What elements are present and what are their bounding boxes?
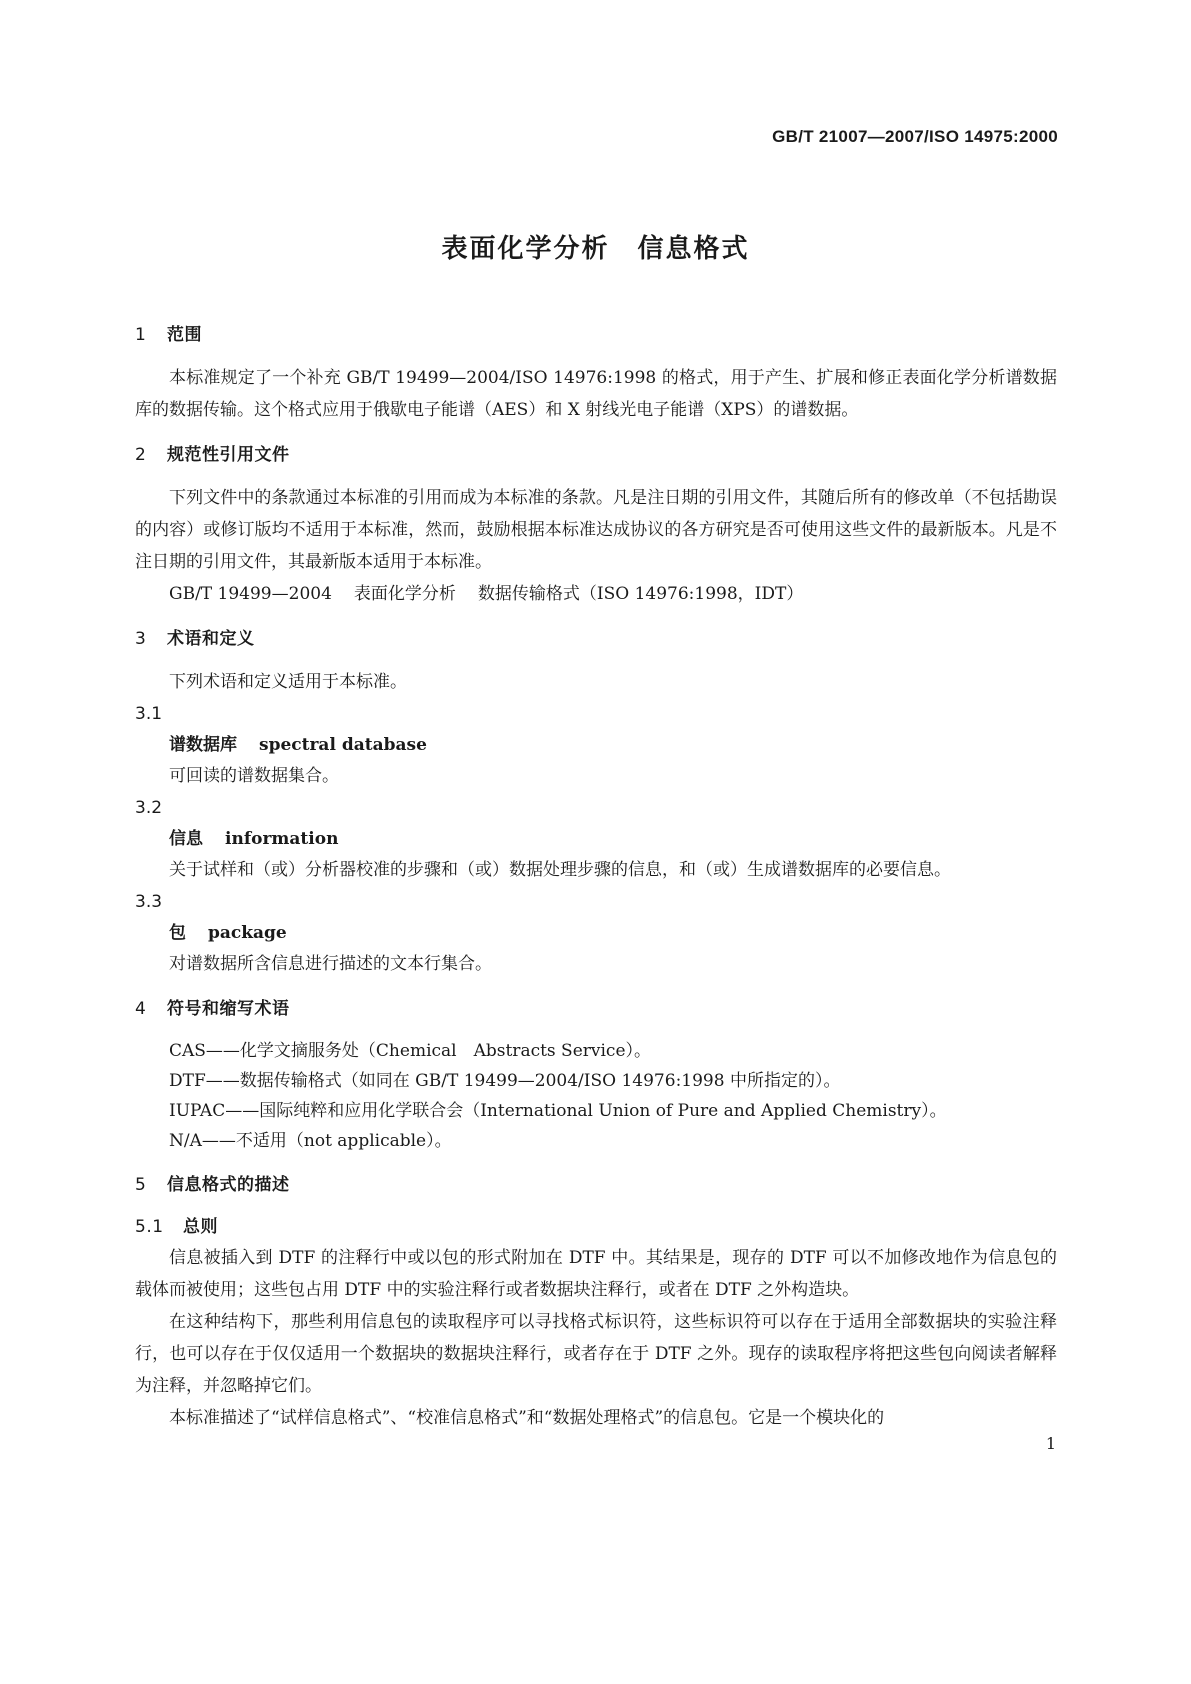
section-5-paragraph-1: 信息被插入到 DTF 的注释行中或以包的形式附加在 DTF 中。其结果是，现存的 DTF 可以不加修改地作为信息包的载体而被使用；这些包占用 DTF 中的实验注释行或者数据块注释行，或者在 DTF 之外构造块。: [135, 1248, 1057, 1300]
section-5-paragraph-3: 本标准描述了“试样信息格式”、“校准信息格式”和“数据处理格式”的信息包。它是一个模块化的: [169, 1408, 885, 1428]
section-title: 规范性引用文件: [167, 445, 290, 465]
subsection-5-1-heading: [135, 1212, 1057, 1242]
standard-number: GB/T 21007—2007/ISO 14975:2000: [772, 127, 1058, 146]
section-5-paragraph-2: 在这种结构下，那些利用信息包的读取程序可以寻找格式标识符，这些标识符可以存在于适用全部数据块的实验注释行，也可以存在于仅仅适用一个数据块的数据块注释行，或者存在于 DTF 之外。现存的读取程序将把这些包向阅读者解释为注释，并忽略掉它们。: [135, 1312, 1057, 1396]
term-chinese: 谱数据库: [169, 735, 237, 755]
term-number: 3.1: [135, 704, 163, 724]
section-number: 4: [135, 999, 147, 1019]
section-number: 3: [135, 629, 147, 649]
term-number: 3.3: [135, 892, 163, 912]
section-2-paragraph: 下列文件中的条款通过本标准的引用而成为本标准的条款。凡是注日期的引用文件，其随后所有的修改单（不包括勘误的内容）或修订版均不适用于本标准，然而，鼓励根据本标准达成协议的各方研究是否可使用这些文件的最新版本。凡是不注日期的引用文件，其最新版本适用于本标准。: [135, 488, 1057, 572]
section-3-intro: 下列术语和定义适用于本标准。: [169, 672, 407, 692]
section-4-heading: [135, 994, 1057, 1024]
section-number: 5: [135, 1175, 147, 1195]
term-chinese: 包: [169, 923, 186, 943]
document-title: 表面化学分析 信息格式: [441, 234, 750, 264]
section-1-heading: [135, 320, 1057, 350]
reference-code: GB/T 19499—2004: [169, 584, 332, 604]
reference-subtitle: 数据传输格式（ISO 14976:1998，IDT）: [477, 584, 804, 604]
term-english: information: [225, 829, 339, 849]
term-heading: [135, 824, 1057, 854]
section-title: 范围: [167, 325, 202, 345]
abbreviation-item: IUPAC——国际纯粹和应用化学联合会（International Union of Pure and Applied Chemistry）。: [169, 1101, 947, 1121]
section-title: 符号和缩写术语: [167, 999, 290, 1019]
section-5-heading: [135, 1170, 1057, 1200]
section-number: 1: [135, 325, 147, 345]
term-english: spectral database: [259, 735, 427, 755]
subsection-number: 5.1: [135, 1217, 164, 1237]
section-3-heading: [135, 624, 1057, 654]
section-number: 2: [135, 445, 147, 465]
normative-reference: [135, 578, 1057, 610]
reference-title: 表面化学分析: [353, 584, 456, 604]
subsection-title: 总则: [183, 1217, 218, 1237]
abbreviation-list: [135, 1036, 1057, 1156]
term-definition: 对谱数据所含信息进行描述的文本行集合。: [169, 954, 492, 974]
section-title: 术语和定义: [167, 629, 255, 649]
term-english: package: [208, 923, 287, 943]
section-title: 信息格式的描述: [167, 1175, 290, 1195]
abbreviation-item: DTF——数据传输格式（如同在 GB/T 19499—2004/ISO 14976:1998 中所指定的）。: [169, 1071, 841, 1091]
section-2-heading: [135, 440, 1057, 470]
page-number: 1: [1045, 1434, 1056, 1453]
term-heading: [135, 730, 1057, 760]
document-body: [135, 320, 1057, 1434]
term-heading: [135, 918, 1057, 948]
section-1-paragraph: 本标准规定了一个补充 GB/T 19499—2004/ISO 14976:1998 的格式，用于产生、扩展和修正表面化学分析谱数据库的数据传输。这个格式应用于俄歇电子能谱（AES）和 X 射线光电子能谱（XPS）的谱数据。: [135, 368, 1057, 420]
term-definition: 可回读的谱数据集合。: [169, 766, 339, 786]
term-definition: 关于试样和（或）分析器校准的步骤和（或）数据处理步骤的信息，和（或）生成谱数据库的必要信息。: [169, 860, 951, 880]
abbreviation-item: CAS——化学文摘服务处（Chemical Abstracts Service）。: [169, 1041, 652, 1061]
term-chinese: 信息: [169, 829, 203, 849]
term-number: 3.2: [135, 798, 163, 818]
abbreviation-item: N/A——不适用（not applicable）。: [169, 1131, 452, 1151]
